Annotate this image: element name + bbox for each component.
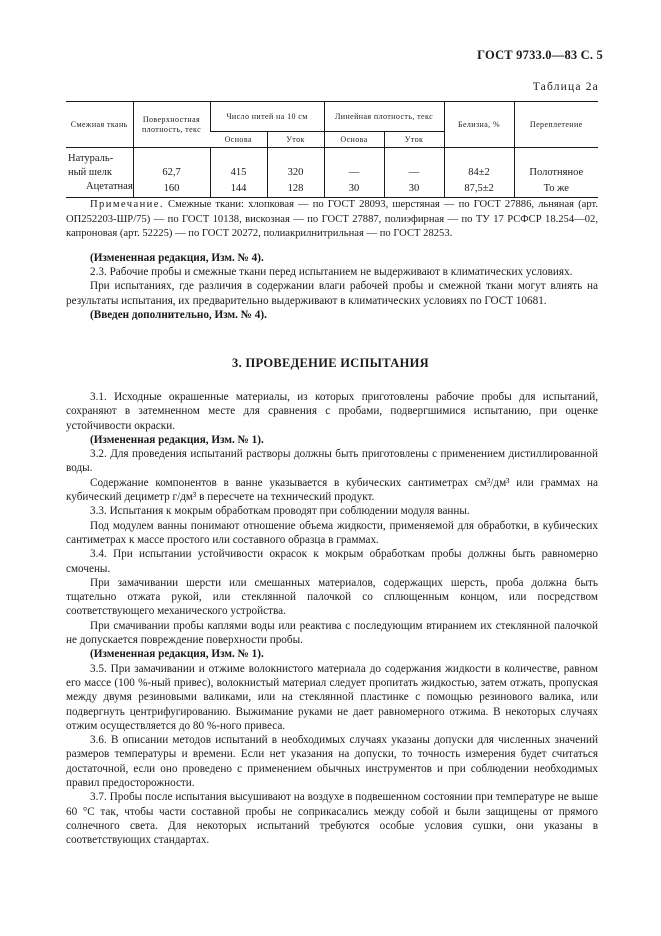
col-linear-header: Линейная плотность, текс	[324, 102, 444, 132]
cell-density: 62,7	[133, 148, 210, 181]
cell-weft-lin: 30	[384, 180, 444, 198]
cell-whiteness: 84±2	[444, 148, 514, 181]
cell-warp-n: 144	[210, 180, 267, 198]
col-threads-header: Число нитей на 10 см	[210, 102, 324, 132]
paragraph: 3.6. В описании методов испытаний в необходимых случаях указаны допуски для численных значений размеров температуры и времени. Если нет указания на допуски, то точность измерения будет считаться достаточной, если оно проведено с применением обычных инструментов и при соблюдении необходимых правил предосторожности.	[66, 734, 598, 790]
col-whiteness-header: Белизна, %	[444, 102, 514, 148]
cell-whiteness: 87,5±2	[444, 180, 514, 198]
amendment-note: (Измененная редакция, Изм. № 4).	[90, 252, 264, 264]
cell-warp-lin: 30	[324, 180, 384, 198]
fabric-table	[66, 101, 598, 198]
col-weave-header: Переплетение	[514, 102, 598, 148]
cell-fabric: Натураль-ный шелк	[68, 153, 114, 178]
cell-density: 160	[133, 180, 210, 198]
paragraph: 3.2. Для проведения испытаний растворы должны быть приготовлены с применением дистиллированной воды.	[66, 448, 598, 475]
note-label: Примечание.	[90, 199, 164, 210]
cell-fabric: Ацетатная	[66, 180, 133, 198]
cell-weave: То же	[514, 180, 598, 198]
amendment-note: (Измененная редакция, Изм. № 1).	[90, 433, 264, 446]
sub-weft-header: Уток	[267, 132, 324, 148]
sub-warp-header: Основа	[210, 132, 267, 148]
table-row	[66, 180, 598, 198]
amendment-note: (Введен дополнительно, Изм. № 4).	[90, 308, 267, 321]
paragraph: 3.1. Исходные окрашенные материалы, из которых приготовлены рабочие пробы для испытаний, сохраняют в затемненном месте для сравнения с пробами, подвергшимися испытанию, при оценке устойчивости окраски.	[66, 391, 598, 432]
paragraph: 3.4. При испытании устойчивости окрасок к мокрым обработкам пробы должны быть равномерно смочены.	[66, 548, 598, 575]
cell-weft-n: 320	[267, 148, 324, 181]
section-title: 3. ПРОВЕДЕНИЕ ИСПЫТАНИЯ	[232, 356, 429, 370]
cell-weft-lin: —	[384, 148, 444, 181]
sub-warp-header: Основа	[324, 132, 384, 148]
cell-warp-lin: —	[324, 148, 384, 181]
note-text: Смежные ткани: хлопковая — по ГОСТ 28093, шерстяная — по ГОСТ 27886, льняная (арт. ОП252203-ШР/75) — по ГОСТ 10138, вискозная — по ГОСТ 27887, полиэфирная — по ТУ 17 РСФСР 18.254—02, капроновая (арт. 52225) — по ГОСТ 20272, полиакрилнитрильная — по ГОСТ 28253.	[66, 199, 598, 239]
cell-weave: Полотняное	[514, 148, 598, 181]
paragraphs-a	[66, 251, 598, 322]
col-density-header: Поверхностная плотность, текс	[133, 102, 210, 148]
paragraph: При замачивании шерсти или смешанных материалов, содержащих шерсть, проба должна быть тщательно отжата рукой, или стеклянной палочкой со сплющенным концом, или посредством соответствующего механического устройства.	[66, 576, 598, 618]
paragraph: 3.5. При замачивании и отжиме волокнистого материала до содержания жидкости в количестве, равном его массе (100 %-ный привес), волокнистый материал следует пропитать жидкостью, затем отжать, пропуская между двумя резиновыми валиками, или на стеклянной пластинке с помощью резинового валика, или подвергнуть центрифугированию. Выжимание руками не дает равномерного отжима. В некоторых случаях отжим осуществляется до 80 %-ного привеса.	[66, 662, 598, 732]
paragraph: При испытаниях, где различия в содержании влаги рабочей пробы и смежной ткани могут влиять на результаты испытания, их предварительно выдерживают в климатических условиях по ГОСТ 10681.	[66, 280, 598, 307]
page-header: ГОСТ 9733.0—83 С. 5	[477, 48, 603, 62]
paragraphs-b	[66, 390, 598, 848]
amendment-note: (Измененная редакция, Изм. № 1).	[90, 648, 264, 661]
table-row	[66, 148, 598, 181]
col-fabric-header: Смежная ткань	[66, 102, 133, 148]
sub-weft-header: Уток	[384, 132, 444, 148]
paragraph: Содержание компонентов в ванне указывается в кубических сантиметрах см³/дм³ или граммах на кубический дециметр г/дм³ в пересчете на технический продукт.	[66, 476, 598, 504]
paragraph: 3.7. Пробы после испытания высушивают на воздухе в подвешенном состоянии при температуре не выше 60 °С так, чтобы части составной пробы не соприкасались между собой и были защищены от прямого солнечного света. Для некоторых испытаний требуются особые условия сушки, они указаны в соответствующих стандартах.	[66, 791, 598, 847]
paragraph: Под модулем ванны понимают отношение объема жидкости, применяемой для обработки, в кубических сантиметрах к массе простого или составного образца в граммах.	[66, 519, 598, 546]
table-note	[66, 198, 598, 242]
cell-warp-n: 415	[210, 148, 267, 181]
paragraph: 2.3. Рабочие пробы и смежные ткани перед испытанием не выдерживают в климатических условиях.	[90, 266, 573, 279]
cell-weft-n: 128	[267, 180, 324, 198]
paragraph: 3.3. Испытания к мокрым обработкам проводят при соблюдении модуля ванны.	[90, 505, 470, 518]
table-caption: Таблица 2а	[532, 81, 599, 93]
paragraph: При смачивании пробы каплями воды или реактива с последующим втиранием их стеклянной палочкой не допускается повреждение поверхности пробы.	[66, 619, 598, 647]
